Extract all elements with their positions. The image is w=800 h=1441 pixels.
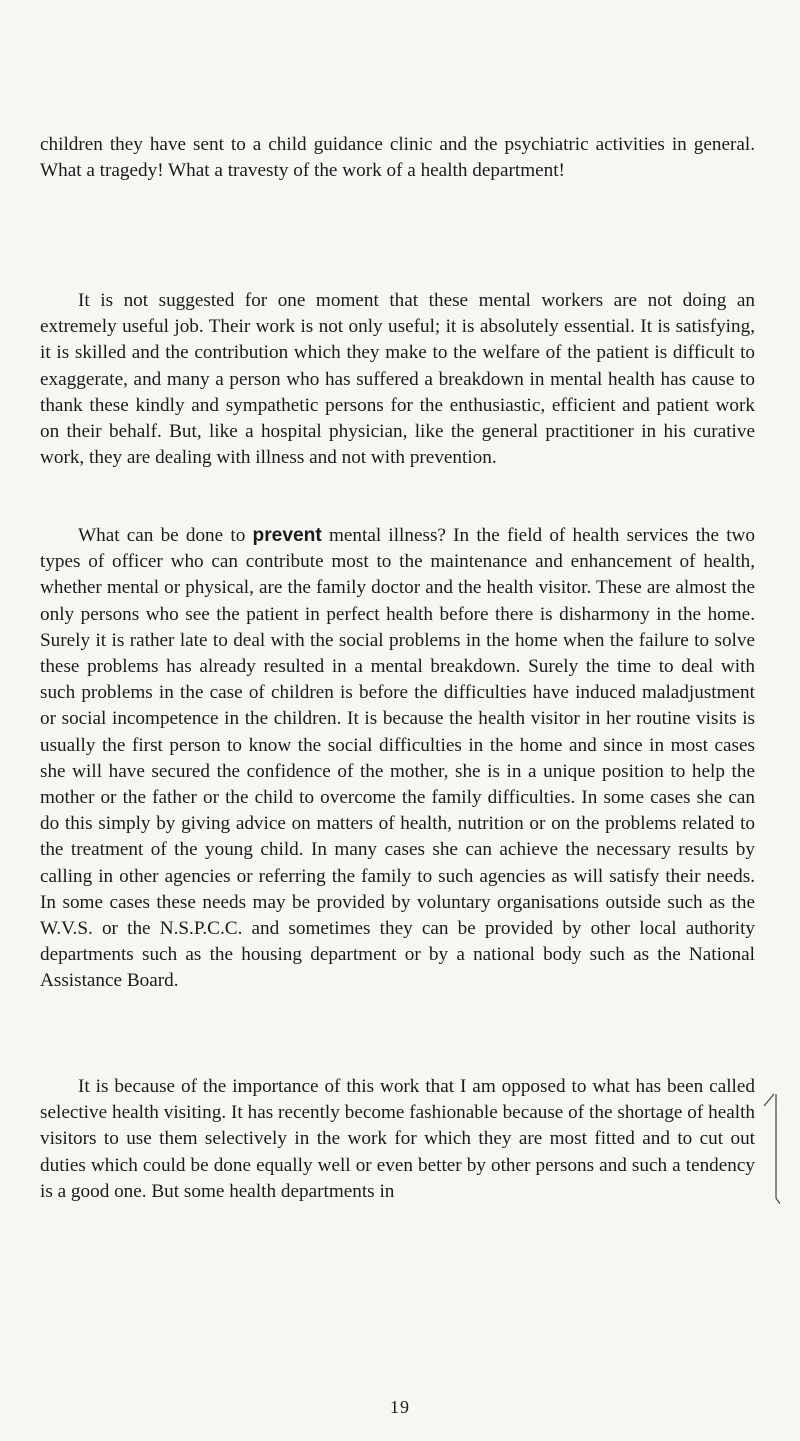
paragraph-3-lead: What can be done to <box>78 525 253 546</box>
page-number: 19 <box>390 1397 410 1417</box>
emphasized-word-prevent: prevent <box>252 525 322 546</box>
paragraph-4: It is because of the importance of this work that I am opposed to what has been called selective health visiting. It has recently become fashionable because of the shortage of health visitors to use them selectively in the work for which they are most fitted and to cut out duties which could be done equally well or even better by other persons and such a tendency is a good one. But some health departments in <box>40 1076 755 1202</box>
page-edge-bracket <box>760 1092 780 1204</box>
paragraph-3 <box>40 523 755 995</box>
paragraph-2: It is not suggested for one moment that these mental workers are not doing an extremely useful job. Their work is not only useful; it is absolutely essential. It is satisfying, it is skilled and the contribution which they make to the welfare of the patient is difficult to exaggerate, and many a person who has suffered a breakdown in mental health has cause to thank these kindly and sympathetic persons for the enthusiastic, efficient and patient work on their behalf. But, like a hospital physician, like the general practitioner in his curative work, they are dealing with illness and not with prevention. <box>40 290 755 469</box>
paragraph-1: children they have sent to a child guidance clinic and the psychiatric activities in general. What a tragedy! What a travesty of the work of a health department! <box>40 134 755 182</box>
paragraph-3-body: mental illness? In the field of health services the two types of officer who can contribute most to the maintenance and enhancement of health, whether mental or physical, are the family doctor and the health visitor. These are almost the only persons who see the patient in perfect health before there is disharmony in the home. Surely it is rather late to deal with the social problems in the home when the failure to solve these problems has already resulted in a mental breakdown. Surely the time to deal with such problems in the case of children is before the difficulties have induced maladjustment or social incompetence in the children. It is because the health visitor in her routine visits is usually the first person to know the social difficulties in the home and since in most cases she will have secured the confidence of the mother, she is in a unique position to help the mother or the father or the child to overcome the family difficulties. In some cases she can do this simply by giving advice on matters of health, nutrition or on the problems related to the treatment of the young child. In many cases she can achieve the necessary results by calling in other agencies or referring the family to such agencies as will satisfy their needs. In some cases these needs may be provided by voluntary organisations outside such as the W.V.S. or the N.S.P.C.C. and sometimes they can be provided by other local authority departments such as the housing department or by a national body such as the National Assistance Board. <box>40 525 755 992</box>
